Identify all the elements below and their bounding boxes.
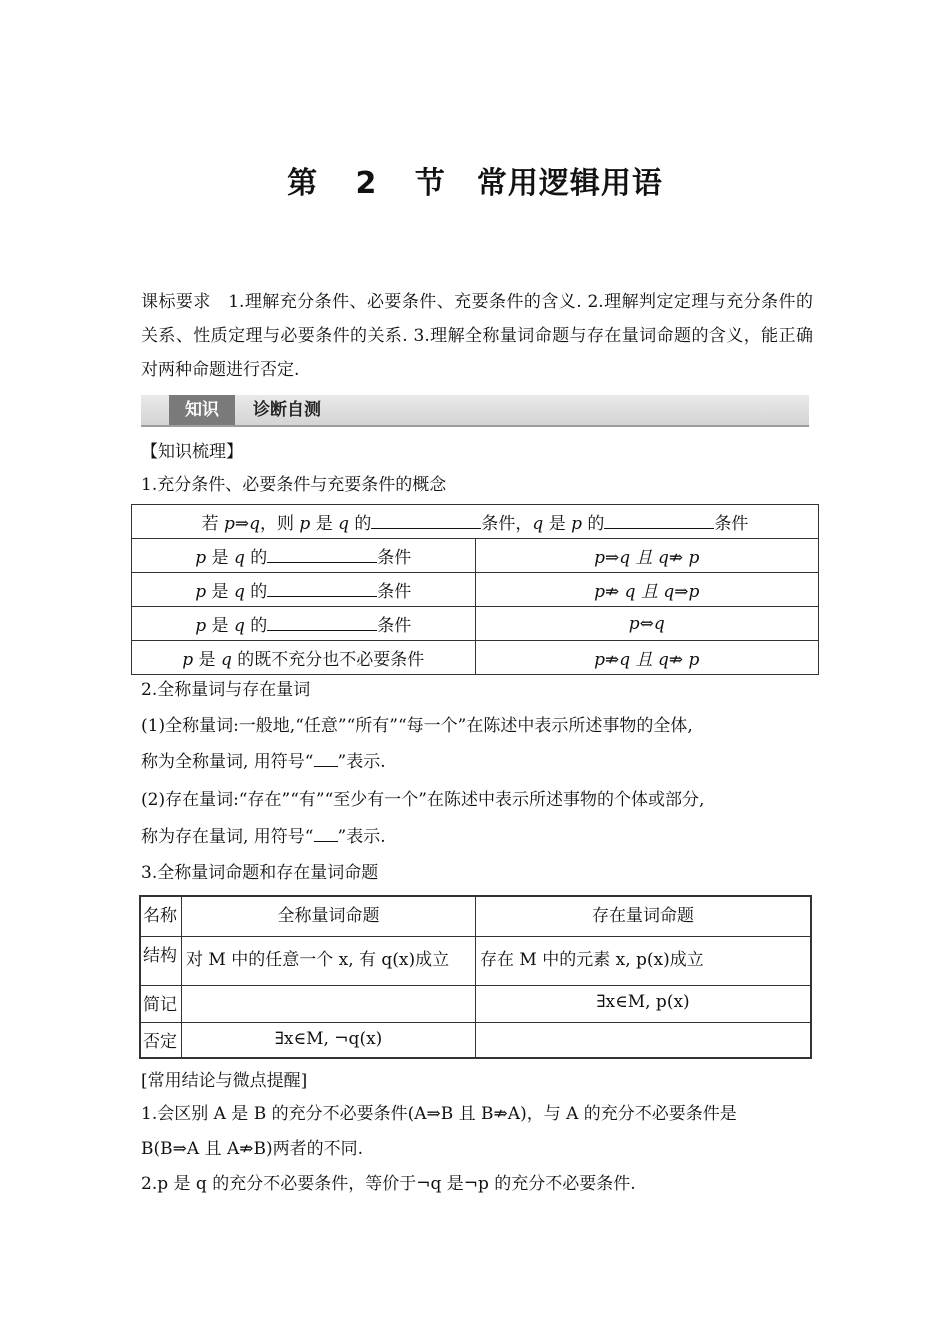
relation-cell: p⇏q 且 q⇏ p <box>475 641 819 675</box>
fill-blank <box>267 577 377 597</box>
relation-cell: p⇏ q 且 q⇒p <box>475 573 819 607</box>
section-bar-label: 诊断自测 <box>253 400 321 420</box>
fill-blank <box>604 509 714 529</box>
table-row <box>132 573 819 607</box>
table-row <box>140 1022 811 1058</box>
table-row <box>132 607 819 641</box>
propositions-table <box>139 895 812 1059</box>
item1-heading: 1.充分条件、必要条件与充要条件的概念 <box>141 475 447 495</box>
section-bar-tag: 知识 <box>169 395 235 425</box>
condition-cell: p 是 q 的 条件 <box>132 607 476 641</box>
fill-blank <box>267 611 377 631</box>
existential-structure-cell: 存在 M 中的元素 x, p(x)成立 <box>476 936 812 985</box>
fill-blank <box>314 747 338 767</box>
condition-cell: p 是 q 的 条件 <box>132 539 476 573</box>
table-row <box>132 539 819 573</box>
row-label: 简记 <box>140 985 182 1022</box>
fill-blank <box>314 822 338 842</box>
conclusions-heading: [常用结论与微点提醒] <box>141 1071 308 1091</box>
condition-cell: p 是 q 的 条件 <box>132 573 476 607</box>
existential-shorthand-cell: ∃x∈M, p(x) <box>476 985 812 1022</box>
knowledge-heading: 【知识梳理】 <box>141 442 243 462</box>
universal-structure-cell: 对 M 中的任意一个 x, 有 q(x)成立 <box>182 936 476 985</box>
existential-quantifier-line1: (2)存在量词:“存在”“有”“至少有一个”在陈述中表示所述事物的个体或部分, <box>141 790 705 810</box>
existential-negation-cell <box>476 1022 812 1058</box>
universal-quantifier-line1: (1)全称量词:一般地,“任意”“所有”“每一个”在陈述中表示所述事物的全体, <box>141 716 693 736</box>
table-row <box>132 505 819 539</box>
relation-cell: p⇒q 且 q⇏ p <box>475 539 819 573</box>
universal-quantifier-line2: 称为全称量词, 用符号“ ”表示. <box>141 747 386 772</box>
condition-cell: p 是 q 的既不充分也不必要条件 <box>132 641 476 675</box>
conditions-header-cell: 若 p⇒q，则 p 是 q 的 条件，q 是 p 的 条件 <box>132 505 819 539</box>
section-bar <box>141 395 809 427</box>
header-cell: 存在量词命题 <box>476 896 812 936</box>
row-label: 否定 <box>140 1022 182 1058</box>
universal-shorthand-cell <box>182 985 476 1022</box>
relation-cell: p⇔q <box>475 607 819 641</box>
item2-heading: 2.全称量词与存在量词 <box>141 680 311 700</box>
existential-quantifier-line2: 称为存在量词, 用符号“ ”表示. <box>141 822 386 847</box>
table-row <box>140 896 811 936</box>
page-title: 第 2 节 常用逻辑用语 <box>287 166 663 201</box>
universal-negation-cell: ∃x∈M, ¬q(x) <box>182 1022 476 1058</box>
conclusion-1-line2: B(B⇒A 且 A⇏B)两者的不同. <box>141 1139 363 1159</box>
fill-blank <box>267 543 377 563</box>
conclusion-1-line1: 1.会区别 A 是 B 的充分不必要条件(A⇒B 且 B⇏A)，与 A 的充分不必要条件是 <box>141 1104 737 1124</box>
conclusion-2: 2.p 是 q 的充分不必要条件，等价于¬q 是¬p 的充分不必要条件. <box>141 1174 636 1194</box>
curriculum-requirements: 课标要求 1.理解充分条件、必要条件、充要条件的含义. 2.理解判定定理与充分条件的关系、性质定理与必要条件的关系. 3.理解全称量词命题与存在量词命题的含义，能正确对两种命题进行否定. <box>141 292 813 380</box>
conditions-table <box>131 504 819 675</box>
header-cell: 全称量词命题 <box>182 896 476 936</box>
fill-blank <box>371 509 481 529</box>
table-row <box>140 936 811 985</box>
row-label: 结构 <box>140 936 182 985</box>
table-row <box>132 641 819 675</box>
header-cell: 名称 <box>140 896 182 936</box>
table-row <box>140 985 811 1022</box>
item3-heading: 3.全称量词命题和存在量词命题 <box>141 863 379 883</box>
